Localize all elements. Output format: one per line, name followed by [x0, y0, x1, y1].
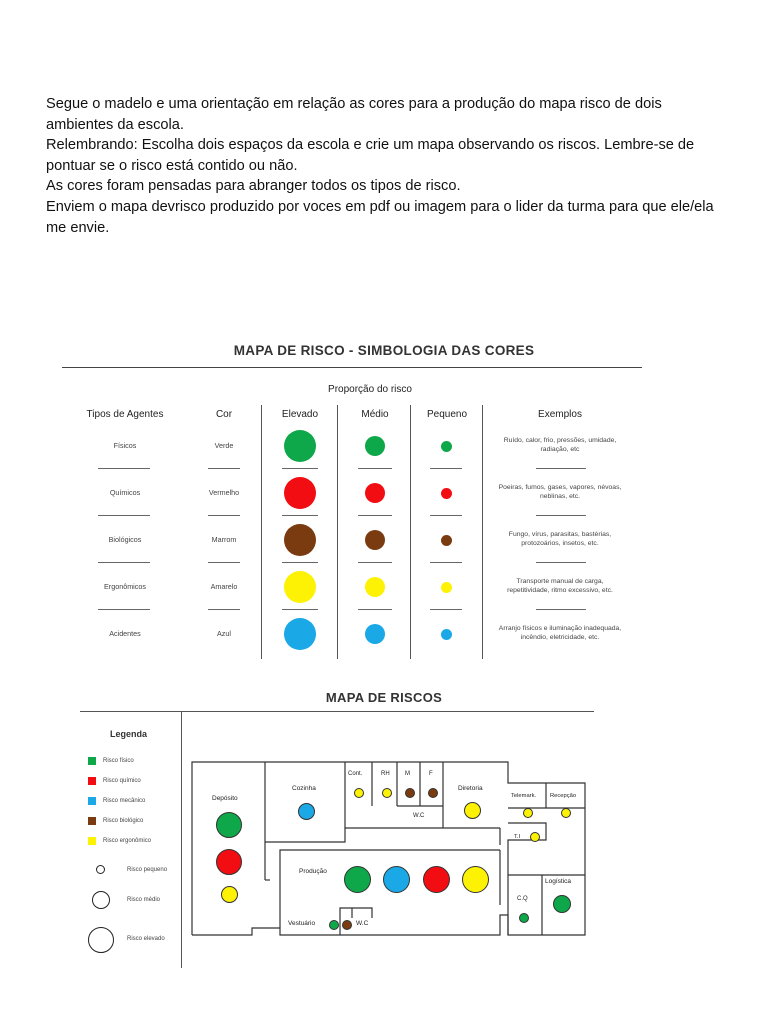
room-label-m: M	[405, 771, 410, 777]
map-risk-mechanical-medium	[298, 803, 315, 820]
wall	[265, 828, 500, 842]
room-label-f: F	[429, 771, 433, 777]
room-label-deposito: Depósito	[212, 795, 238, 802]
agent-label: Físicos	[113, 441, 137, 450]
legend-size-label: Risco elevado	[127, 936, 165, 942]
room-label-rh: RH	[381, 771, 390, 777]
map-risk-ergonomic-high	[462, 866, 489, 893]
room-label-wc-bottom: W.C	[356, 920, 369, 927]
risk-map-title: MAPA DE RISCOS	[325, 690, 443, 705]
room-label-vestuario: Vestuário	[288, 920, 316, 927]
map-risk-ergonomic-small	[523, 808, 533, 818]
agent-label: Acidentes	[109, 629, 141, 638]
agent-label: Químicos	[109, 488, 141, 497]
map-risk-ergonomic-medium	[464, 802, 481, 819]
color-label: Vermelho	[208, 488, 240, 497]
room-label-telemark: Telemark.	[511, 793, 537, 799]
room-label-cq: C.Q	[517, 896, 528, 902]
proportion-label: Proporção do risco	[328, 384, 412, 395]
room-label-wc: W.C	[413, 813, 425, 819]
map-risk-physical-high	[216, 812, 242, 838]
examples-text: Poeiras, fumos, gases, vapores, névoas, neblinas, etc.	[498, 484, 622, 500]
intro-paragraph: Segue o madelo e uma orientação em relação as cores para a produção do mapa risco de dois ambientes da escola.	[46, 96, 662, 133]
map-risk-biological-small	[405, 788, 415, 798]
map-risk-chemical-high	[423, 866, 450, 893]
room-label-ti: T.I	[514, 834, 521, 840]
header-color: Cor	[215, 409, 233, 420]
color-label: Verde	[214, 441, 234, 450]
symbology-title: MAPA DE RISCO - SIMBOLOGIA DAS CORES	[233, 343, 535, 358]
legend-size-label: Risco médio	[127, 897, 161, 903]
color-label: Azul	[217, 629, 231, 638]
map-risk-ergonomic-small	[354, 788, 364, 798]
map-risk-ergonomic-small	[530, 832, 540, 842]
examples-text: Transporte manual de carga, repetitividade, ritmo excessivo, etc.	[507, 578, 613, 594]
map-risk-physical-medium	[553, 895, 571, 913]
legend-size-label: Risco pequeno	[127, 867, 168, 873]
header-high: Elevado	[281, 409, 319, 420]
room-label-recepcao: Recepção	[550, 793, 577, 799]
intro-paragraph: As cores foram pensadas para abranger todos os tipos de risco.	[46, 178, 461, 195]
map-risk-ergonomic-medium	[221, 886, 238, 903]
map-risk-ergonomic-small	[561, 808, 571, 818]
map-risk-physical-small	[329, 920, 339, 930]
legend-label: Risco biológico	[103, 818, 144, 824]
map-risk-chemical-high	[216, 849, 242, 875]
intro-paragraph: Relembrando: Escolha dois espaços da escola e crie um mapa observando os riscos. Lembre-se de pontuar se o risco está contido ou não.	[46, 137, 695, 174]
legend-label: Risco químico	[103, 778, 141, 784]
header-medium: Médio	[361, 409, 389, 420]
examples-text: Ruído, calor, frio, pressões, umidade, radiação, etc	[503, 437, 617, 453]
room-label-logistica: Logística	[545, 878, 572, 885]
agent-label: Biológicos	[108, 535, 142, 544]
color-label: Marrom	[211, 535, 237, 544]
header-agent-types: Tipos de Agentes	[86, 409, 164, 420]
examples-text: Arranjo físicos e iluminação inadequada, incêndio, eletricidade, etc.	[498, 625, 622, 641]
map-risk-biological-small	[342, 920, 352, 930]
header-examples: Exemplos	[538, 409, 582, 420]
map-risk-biological-small	[428, 788, 438, 798]
header-small: Pequeno	[426, 409, 468, 420]
intro-paragraph: Enviem o mapa devrisco produzido por voces em pdf ou imagem para o lider da turma para que ele/ela me envie.	[46, 198, 714, 236]
map-risk-ergonomic-small	[382, 788, 392, 798]
legend-title: Legenda	[110, 729, 148, 739]
legend-label: Risco físico	[103, 758, 134, 764]
color-label: Amarelo	[210, 582, 238, 591]
map-risk-physical-small	[519, 913, 529, 923]
map-risk-mechanical-high	[383, 866, 410, 893]
legend-label: Risco mecânico	[103, 798, 146, 804]
examples-text: Fungo, vírus, parasitas, bastérias, protozoários, insetos, etc.	[508, 531, 612, 547]
map-risk-physical-high	[344, 866, 371, 893]
room-label-diretoria: Diretoria	[458, 785, 483, 792]
legend-label: Risco ergonômico	[103, 838, 152, 844]
room-label-cozinha: Cozinha	[292, 785, 316, 792]
room-label-cont: Cont.	[348, 771, 363, 777]
room-label-producao: Produção	[299, 868, 327, 875]
agent-label: Ergonômicos	[104, 582, 146, 591]
